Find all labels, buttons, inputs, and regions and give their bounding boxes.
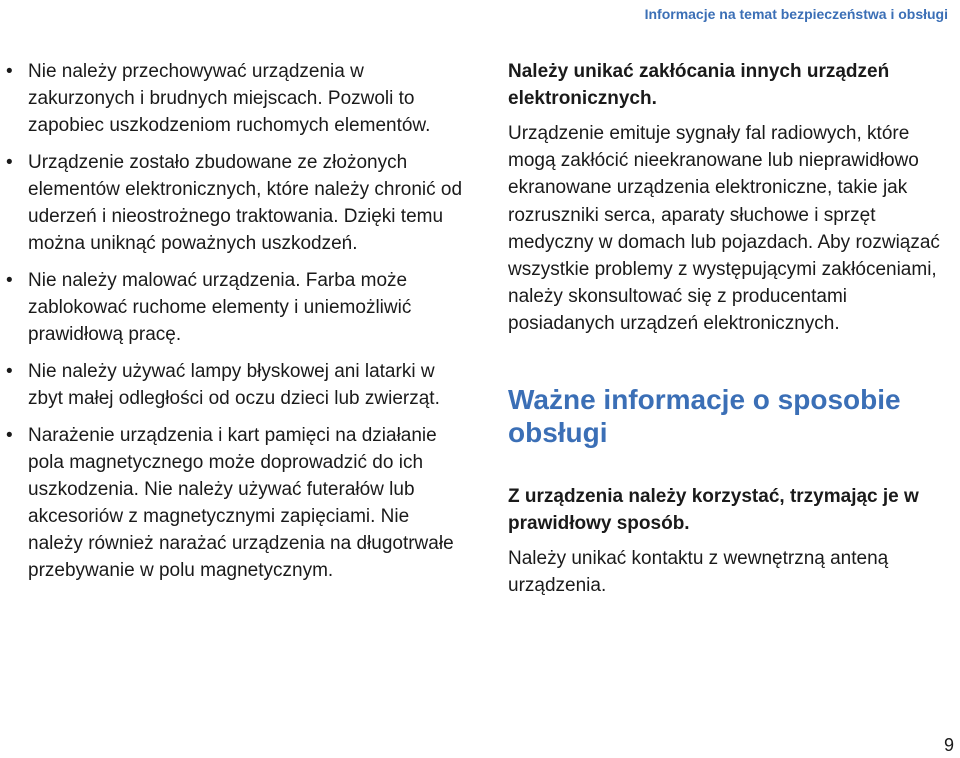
list-item-text: Nie należy malować urządzenia. Farba może zablokować ruchome elementy i uniemożliwić prawidłową pracę. <box>28 270 412 345</box>
safety-bullet-list <box>6 58 466 584</box>
usage-paragraph: Należy unikać kontaktu z wewnętrzną anteną urządzenia. <box>508 547 889 596</box>
list-item-text: Nie należy przechowywać urządzenia w zakurzonych i brudnych miejscach. Pozwoli to zapobiec uszkodzeniom ruchomych elementów. <box>28 61 431 136</box>
right-column <box>508 58 948 599</box>
bullet-icon: • <box>6 270 13 291</box>
list-item <box>6 149 466 257</box>
bullet-icon: • <box>6 361 13 382</box>
list-item <box>6 267 466 348</box>
section-title: Ważne informacje o sposobie obsługi <box>508 383 901 448</box>
bullet-icon: • <box>6 152 13 173</box>
bullet-icon: • <box>6 425 13 446</box>
list-item <box>6 422 466 584</box>
interference-paragraph: Urządzenie emituje sygnały fal radiowych, które mogą zakłócić nieekranowane lub nieprawidłowo ekranowane urządzenia elektroniczne, takie jak rozruszniki serca, aparaty słuchowe i sprzęt medyczny w domach lub pojazdach. Aby rozwiązać wszystkie problemy z występującymi zakłóceniami, należy skonsultować się z producentami posiadanych urządzeń elektronicznych. <box>508 123 940 335</box>
list-item-text: Nie należy używać lampy błyskowej ani latarki w zbyt małej odległości od oczu dzieci lub zwierząt. <box>28 361 440 409</box>
list-item <box>6 58 466 139</box>
usage-heading: Z urządzenia należy korzystać, trzymając je w prawidłowy sposób. <box>508 485 919 534</box>
list-item-text: Urządzenie zostało zbudowane ze złożonych elementów elektronicznych, które należy chronić od uderzeń i nieostrożnego traktowania. Dzięki temu można uniknąć poważnych uszkodzeń. <box>28 152 463 254</box>
list-item <box>6 358 466 412</box>
running-header: Informacje na temat bezpieczeństwa i obsługi <box>644 6 948 22</box>
left-column <box>6 58 466 594</box>
bullet-icon: • <box>6 61 13 82</box>
interference-heading: Należy unikać zakłócania innych urządzeń elektronicznych. <box>508 61 890 109</box>
list-item-text: Narażenie urządzenia i kart pamięci na działanie pola magnetycznego może doprowadzić do ich uszkodzenia. Nie należy używać futerałów lub akcesoriów z magnetycznymi zapięciami. Nie należy również narażać urządzenia na długotrwałe przebywanie w polu magnetycznym. <box>28 425 454 581</box>
page-number: 9 <box>943 735 954 755</box>
